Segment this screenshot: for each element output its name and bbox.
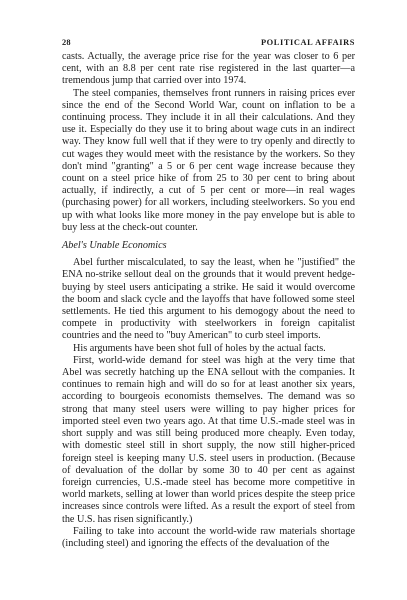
paragraph: His arguments have been shot full of holes by the actual facts.: [73, 342, 326, 354]
paragraph: casts. Actually, the average price rise for the year was closer to 6 per cent, with an 8.8 per cent rate rise registered in the last quarter—a tremendous jump that carried over into 1974.: [62, 51, 355, 87]
page-number: 28: [62, 38, 71, 47]
paragraph: Failing to take into account the world-wide raw materials shortage (including steel) and ignoring the effects of the devaluation of the: [62, 525, 355, 549]
paragraph: Abel further miscalculated, to say the least, when he "justified" the ENA no-strike sellout deal on the grounds that it would prevent hedge-buying by steel users anticipating a strike. He said it would overcome the boom and slack cycle and the layoffs that have followed some steel settlements. He tied this argument to his demogogy about the need to compete in productivity with steelworkers in foreign capitalist countries and the need to "buy American" to curb steel imports.: [62, 257, 355, 342]
paragraph: First, world-wide demand for steel was high at the very time that Abel was secretly hatching up the ENA sellout with the companies. It continues to remain high and will do so for at least another six years, according to bourgeois economists themselves. The demand was so strong that many steel users were willing to pay higher prices for imported steel even two years ago. At that time U.S.-made steel was in short supply and was still being produced more cheaply. Even today, with domestic steel still in short supply, the now still higher-priced foreign steel is keeping many U.S. steel users in production. (Because of devaluation of the dollar by some 30 to 40 per cent as against foreign currencies, U.S.-made steel has become more competitive in world markets, selling at lower than world prices despite the steep price increases since controls were lifted. As a result the export of steel from the U.S. has risen significantly.): [62, 354, 355, 525]
journal-title: POLITICAL AFFAIRS: [260, 38, 355, 47]
article-body: [62, 51, 355, 550]
paragraph: The steel companies, themselves front runners in raising prices ever since the end of the Second World War, count on inflation to be a continuing process. They include it in all their calculations. And they use it. Especially do they use it to bring about wage cuts in an indirect way. They know full well that if they were to try openly and directly to cut wages they would meet with the resistance by the workers. So they don't mind "granting" a 5 or 6 per cent wage increase because they count on a steel price hike of from 25 to 30 per cent to bring about actually, if indirectly, a cut of 5 per cent or more—in real wages (purchasing power) for all workers, including steelworkers. So you end up with what looks like more money in the pay envelope but is able to buy less at the check-out counter.: [62, 87, 355, 233]
section-heading: Abel's Unable Economics: [62, 240, 167, 252]
running-head: [62, 38, 355, 47]
